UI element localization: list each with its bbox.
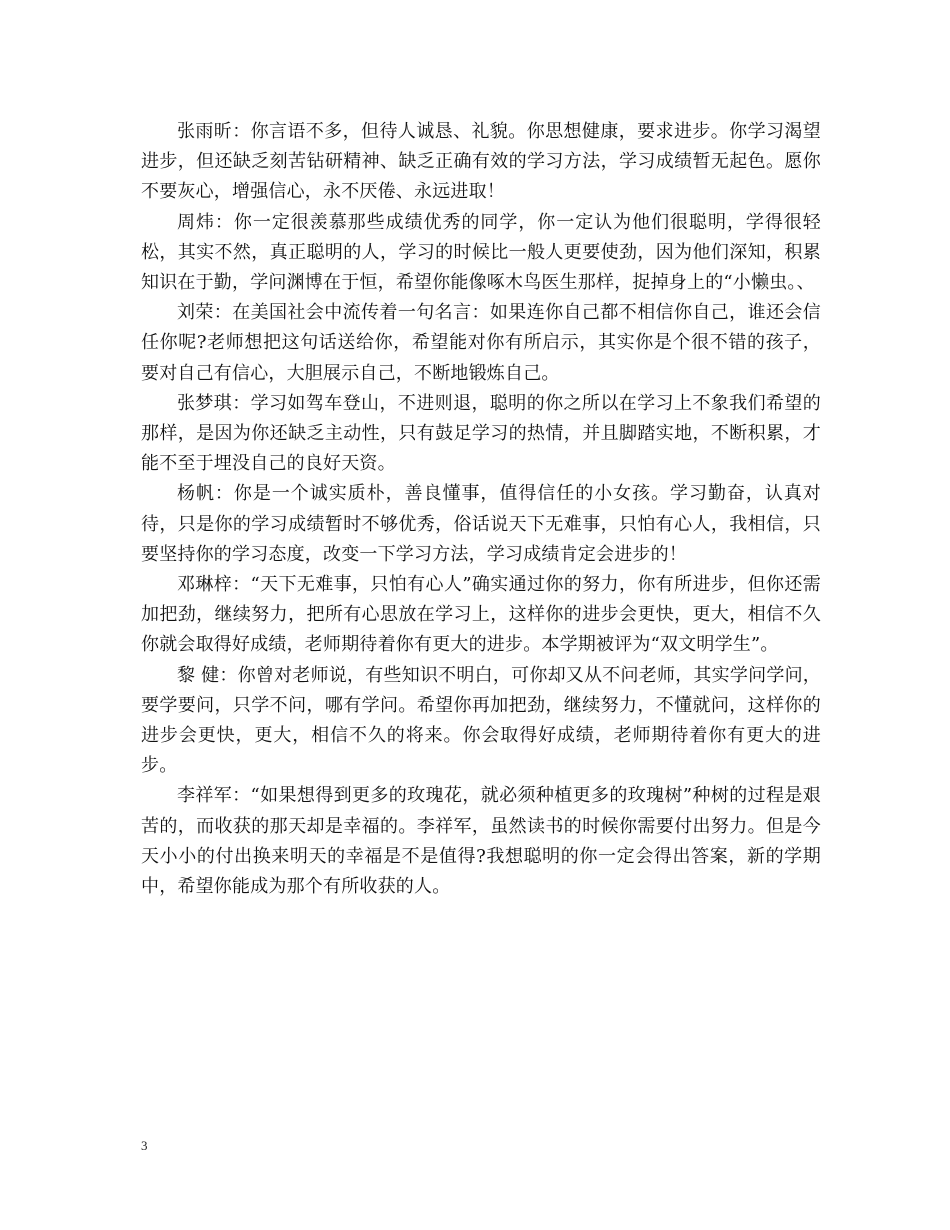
comment-paragraph-deng-linzi: 邓琳梓：“天下无难事，只怕有心人”确实通过你的努力，你有所进步，但你还需加把劲，继续努力，把所有心思放在学习上，这样你的进步会更快，更大，相信不久你就会取得好成绩，老师期待着你有更大的进步。本学期被评为“双文明学生”。 bbox=[141, 574, 821, 656]
comment-paragraph-zhou-wei: 周炜：你一定很羡慕那些成绩优秀的同学，你一定认为他们很聪明，学得很轻松，其实不然，真正聪明的人，学习的时候比一般人更要使劲，因为他们深知，积累知识在于勤，学问渊博在于恒，希望你能像啄木鸟医生那样，捉掉身上的“小懒虫。、 bbox=[141, 211, 821, 294]
comment-paragraph-liu-rong: 刘荣：在美国社会中流传着一句名言：如果连你自己都不相信你自己，谁还会信任你呢?老师想把这句话送给你，希望能对你有所启示，其实你是个很不错的孩子，要对自己有信心，大胆展示自己，不断地锻炼自己。 bbox=[141, 302, 821, 384]
comment-paragraph-zhang-yuxin: 张雨昕：你言语不多，但待人诚恳、礼貌。你思想健康，要求进步。你学习渴望进步，但还缺乏刻苦钻研精神、缺乏正确有效的学习方法，学习成绩暂无起色。愿你不要灰心，增强信心，永不厌倦、永远进取！ bbox=[141, 121, 821, 203]
page-number: 3 bbox=[141, 1138, 148, 1153]
document-body bbox=[141, 117, 821, 902]
comment-paragraph-li-xiangjun: 李祥军：“如果想得到更多的玫瑰花，就必须种植更多的玫瑰树”种树的过程是艰苦的，而收获的那天却是幸福的。李祥军，虽然读书的时候你需要付出努力。但是今天小小的付出换来明天的幸福是不是值得?我想聪明的你一定会得出答案，新的学期中，希望你能成为那个有所收获的人。 bbox=[141, 785, 821, 898]
comment-paragraph-zhang-mengqi: 张梦琪：学习如驾车登山，不进则退，聪明的你之所以在学习上不象我们希望的那样，是因为你还缺乏主动性，只有鼓足学习的热情，并且脚踏实地，不断积累，才能不至于埋没自己的良好天资。 bbox=[141, 392, 821, 475]
comment-paragraph-li-jian: 黎 健：你曾对老师说，有些知识不明白，可你却又从不问老师，其实学问学问，要学要问，只学不问，哪有学问。希望你再加把劲，继续努力，不懂就问，这样你的进步会更快，更大，相信不久的将来。你会取得好成绩，老师期待着你有更大的进步。 bbox=[141, 664, 821, 777]
comment-paragraph-yang-fan: 杨帆：你是一个诚实质朴，善良懂事，值得信任的小女孩。学习勤奋，认真对待，只是你的学习成绩暂时不够优秀，俗话说天下无难事，只怕有心人，我相信，只要坚持你的学习态度，改变一下学习方法，学习成绩肯定会进步的！ bbox=[141, 483, 821, 565]
